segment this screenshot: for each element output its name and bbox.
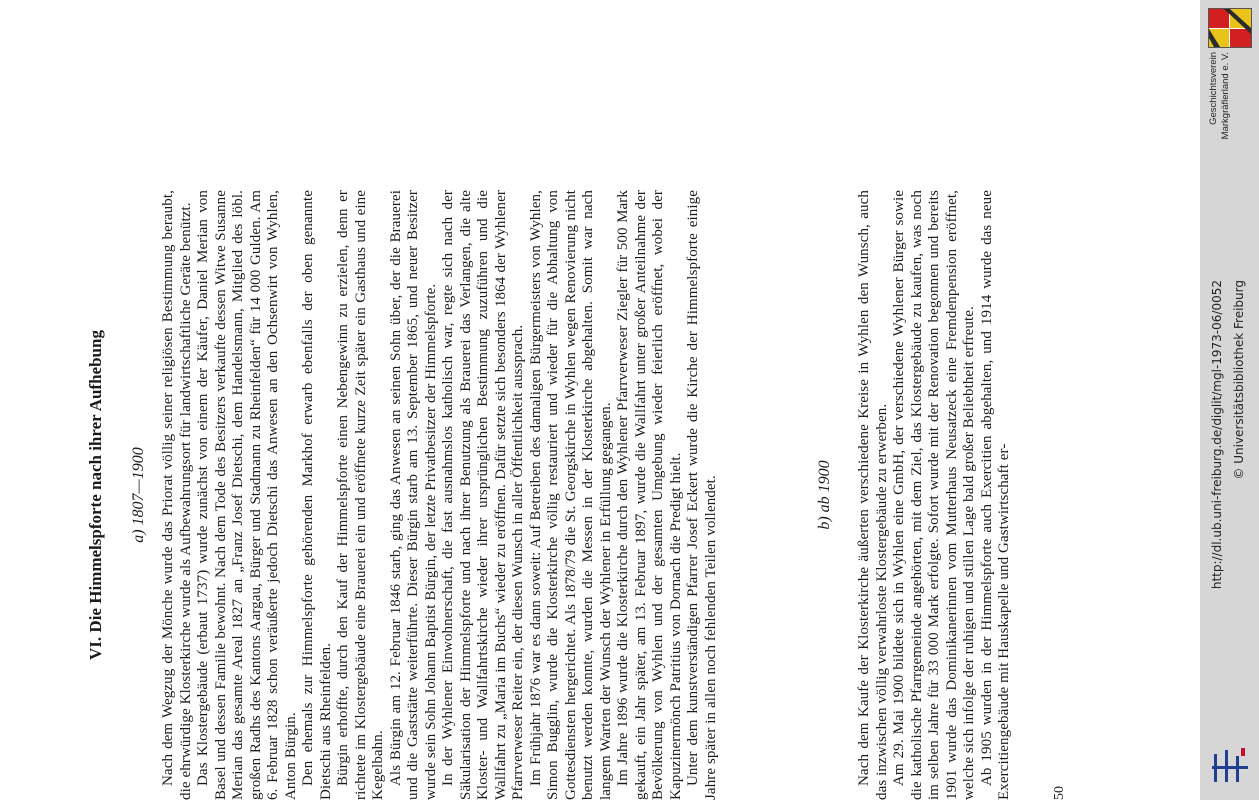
section-a-text (160, 190, 720, 800)
scanned-page (60, 0, 1200, 800)
university-library-logo-icon (1210, 746, 1250, 786)
paragraph: Nach dem Wegzug der Mönche wurde das Priorat völlig seiner religiösen Bestimmung beraubt, die ehrwürdige Klosterkirche wurde als Aufbewahrungsort für landwirtschaftliche Geräte benützt. (160, 190, 194, 800)
rotated-text-area (60, 110, 1200, 800)
source-credit (1206, 280, 1256, 600)
paragraph: Als Bürgin am 12. Februar 1846 starb, ging das Anwesen an seinen Sohn über, der die Brauerei und die Gaststätte weiterführte. Dieser Bürgin starb am 13. September 1865, und neuer Besitzer wurde sein Sohn Johann Baptist Bürgin, der letzte Privatbesitzer der Himmelspforte. (387, 190, 439, 800)
society-label (1208, 52, 1258, 192)
section-b-text (856, 190, 1014, 800)
viewer-sidebar (1200, 0, 1259, 800)
paragraph: Im Jahre 1896 wurde die Klosterkirche durch den Wyhlener Pfarrverweser Ziegler für 500 Mark gekauft, ein Jahr später, am 13. Februar 1897, wurde die Wallfahrt unter großer Anteilnahme der Bevölkerung von Wyhlen und der gesamten Umgebung wieder feierlich eröffnet, wobei der Kapuzinermönch Patritius von Dornach die Predigt hielt. (615, 190, 684, 800)
paragraph: Unter dem kunstverständigen Pfarrer Josef Eckert wurde die Kirche der Himmelspforte einige Jahre später in allen noch fehlenden Teilen vollendet. (685, 190, 719, 800)
source-url[interactable]: http://dl.ub.uni-freiburg.de/diglit/mgl-1973-06/0052 (1210, 280, 1224, 590)
page-number: 50 (1052, 786, 1067, 800)
paragraph: In der Wyhlener Einwohnerschaft, die fast ausnahmslos katholisch war, regte sich nach der Säkularisation der Himmelspforte und nach ihrer Benutzung als Brauerei das Verlangen, die alte Kloster- und Wallfahrtskirche wieder ihrer ursprünglichen Bestimmung zuzuführen und die Wallfahrt zu „Maria im Buchs“ wieder zu eröffnen. Dafür setzte sich besonders 1864 der Wyhlener Pfarrverweser Reiter ein, der diesen Wunsch in aller Öffentlichkeit aussprach. (440, 190, 526, 800)
paragraph: Das Klostergebäude (erbaut 1737) wurde zunächst von einem der Käufer, Daniel Merian von Basel und dessen Familie bewohnt. Nach dem Tode des Besitzers verkaufte dessen Witwe Susanne Merian das gesamte Areal 1827 an „Franz Josef Dietschi, dem Handelsmann, Mitglied des löbl. großen Radhs des Kantons Aargau, Bürger und Stadmann zu Rheinfelden“ für 14 000 Gulden. Am 6. Februar 1828 schon veräußerte jedoch Dietschi das Anwesen an den Ochsenwirt von Wyhlen, Anton Bürgin. (195, 190, 299, 800)
paragraph: Ab 1905 wurden in der Himmelspforte auch Exercitien abgehalten, und 1914 wurde das neue Exercitiengebäude mit Hauskapelle und Gastwirtschaft er- (978, 190, 1012, 800)
society-name-line1: Geschichtsverein (1208, 52, 1219, 125)
copyright-notice: © Universitätsbibliothek Freiburg (1232, 280, 1246, 480)
paragraph: Am 29. Mai 1900 bildete sich in Wyhlen eine GmbH, der verschiedene Wyhlener Bürger sowie die katholische Pfarrgemeinde angehörten, mit dem Ziel, das Klostergebäude zu kaufen, was noch im selben Jahre für 33 000 Mark erfolgte. Sofort wurde mit der Renovation begonnen und bereits 1901 wurde das Dominikanerinnen vom Mutterhaus Neusatzeck eine Fremdenpension eröffnet, welche sich infolge der ruhigen und stillen Lage bald großer Beliebtheit erfreute. (891, 190, 977, 800)
section-heading-b: b) ab 1900 (816, 460, 833, 530)
chapter-title: VI. Die Himmelspforte nach ihrer Aufhebung (86, 330, 105, 660)
society-name-line2: Markgräflerland e. V. (1220, 52, 1231, 140)
paragraph: Den ehemals zur Himmelspforte gehörenden Markhof erwarb ebenfalls der oben genannte Dietschi aus Rheinfelden. (300, 190, 334, 800)
paragraph: Bürgin erhoffte, durch den Kauf der Himmelspforte einen Nebengewinn zu erzielen, denn er richtete im Klostergebäude eine Brauerei ein und eröffnete kurze Zeit später ein Gasthaus und eine Kegelbahn. (335, 190, 386, 800)
coat-of-arms-icon (1208, 8, 1252, 48)
section-heading-a: a) 1807—1900 (130, 447, 147, 543)
paragraph: Im Frühjahr 1876 war es dann soweit: Auf Betreiben des damaligen Bürgermeisters von Wyhlen, Simon Bugglin, wurde die Klosterkirche völlig restauriert und wieder für die Abhaltung von Gottesdiensten hergerichtet. Als 1878/79 die St. Georgskirche in Wyhlen wegen Renovierung nicht benutzt werden konnte, wurden die Messen in der Klosterkirche abgehalten. Somit war nach langem Warten der Wunsch der Wyhlener in Erfüllung gegangen. (527, 190, 614, 800)
paragraph: Nach dem Kaufe der Klosterkirche äußerten verschiedene Kreise in Wyhlen den Wunsch, auch das inzwischen völlig verwahrloste Klostergebäude zu erwerben. (856, 190, 890, 800)
